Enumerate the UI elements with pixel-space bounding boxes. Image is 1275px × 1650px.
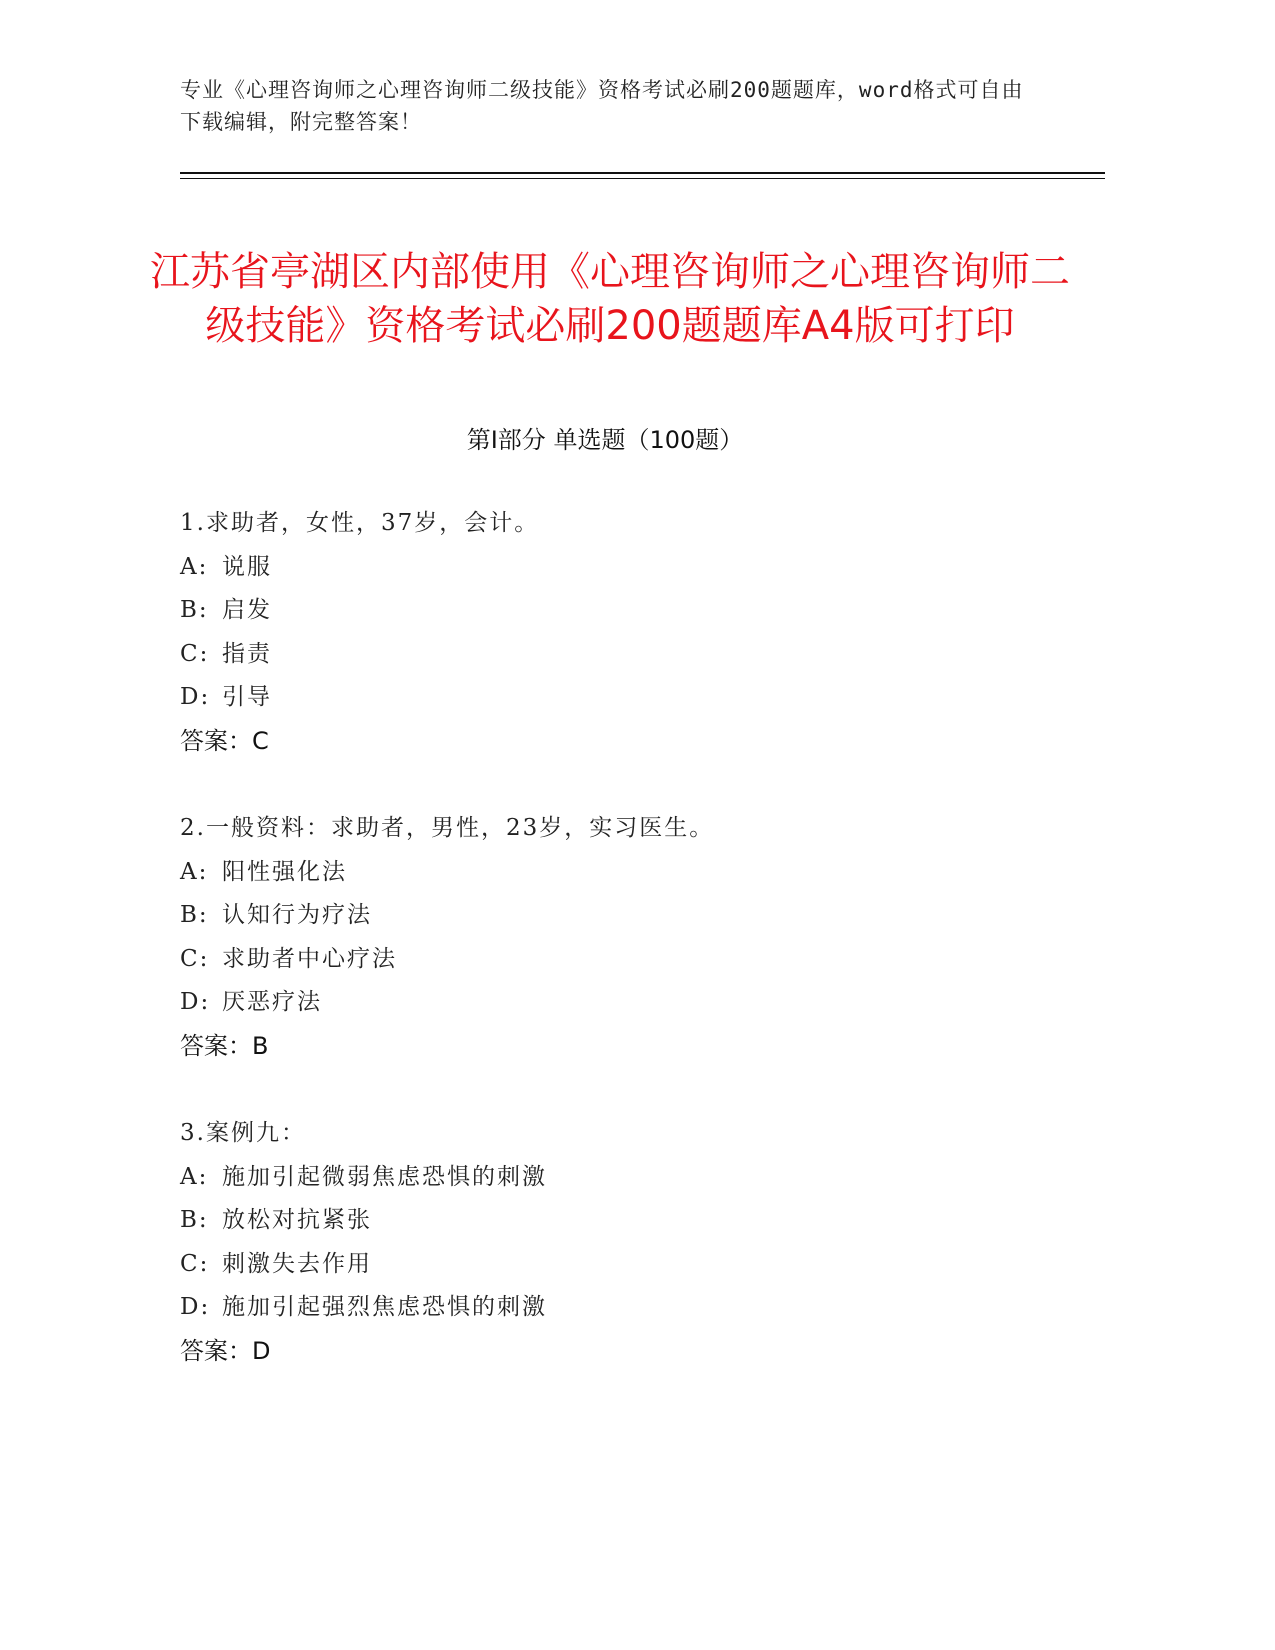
option-d — [180, 676, 1080, 720]
option-text: 阳性强化法 — [222, 858, 347, 885]
question-1 — [180, 502, 1080, 763]
option-d — [180, 981, 1080, 1025]
question-3 — [180, 1112, 1080, 1373]
option-text: 说服 — [222, 553, 272, 580]
section-heading: 第Ⅰ部分 单选题（100题） — [466, 426, 744, 454]
option-text: 认知行为疗法 — [222, 902, 372, 928]
option-b — [180, 1199, 1080, 1243]
option-a — [180, 851, 1080, 895]
option-a — [180, 1156, 1080, 1200]
option-c — [180, 1243, 1080, 1287]
option-letter: D: — [180, 1294, 211, 1320]
option-c — [180, 633, 1080, 677]
question-stem: 3.案例九： — [180, 1120, 306, 1146]
option-c — [180, 938, 1080, 982]
option-letter: D: — [180, 684, 211, 710]
option-letter: A: — [180, 858, 209, 885]
option-letter: D: — [180, 989, 211, 1015]
option-letter: C: — [180, 640, 210, 667]
option-letter: C: — [180, 945, 210, 972]
option-b — [180, 589, 1080, 633]
option-text: 施加引起强烈焦虑恐惧的刺激 — [222, 1294, 547, 1320]
header-rule-thin — [180, 178, 1105, 179]
answer: 答案：B — [180, 1031, 269, 1060]
option-letter: B: — [180, 597, 209, 623]
option-letter: A: — [180, 553, 209, 580]
answer: 答案：D — [180, 1336, 271, 1365]
question-2 — [180, 807, 1080, 1068]
question-stem: 2.一般资料：求助者，男性，23岁，实习医生。 — [180, 815, 715, 841]
header-rule-thick — [180, 172, 1105, 174]
option-text: 厌恶疗法 — [222, 989, 322, 1015]
option-text: 放松对抗紧张 — [222, 1207, 372, 1233]
option-text: 指责 — [222, 640, 272, 667]
option-letter: B: — [180, 902, 209, 928]
header-note: 专业《心理咨询师之心理咨询师二级技能》资格考试必刷200题题库，word格式可自由下载编辑，附完整答案！ — [180, 78, 1024, 134]
option-letter: A: — [180, 1163, 209, 1190]
option-text: 启发 — [222, 597, 272, 623]
option-a — [180, 546, 1080, 590]
option-text: 施加引起微弱焦虑恐惧的刺激 — [222, 1163, 547, 1190]
option-letter: B: — [180, 1207, 209, 1233]
document-title: 江苏省亭湖区内部使用《心理咨询师之心理咨询师二级技能》资格考试必刷200题题库A4版可打印 — [150, 248, 1070, 349]
option-text: 引导 — [222, 684, 272, 710]
option-letter: C: — [180, 1250, 210, 1277]
option-text: 刺激失去作用 — [222, 1250, 372, 1277]
option-text: 求助者中心疗法 — [222, 945, 397, 972]
answer: 答案：C — [180, 726, 269, 755]
option-b — [180, 894, 1080, 938]
option-d — [180, 1286, 1080, 1330]
question-stem: 1.求助者，女性，37岁，会计。 — [180, 510, 540, 536]
